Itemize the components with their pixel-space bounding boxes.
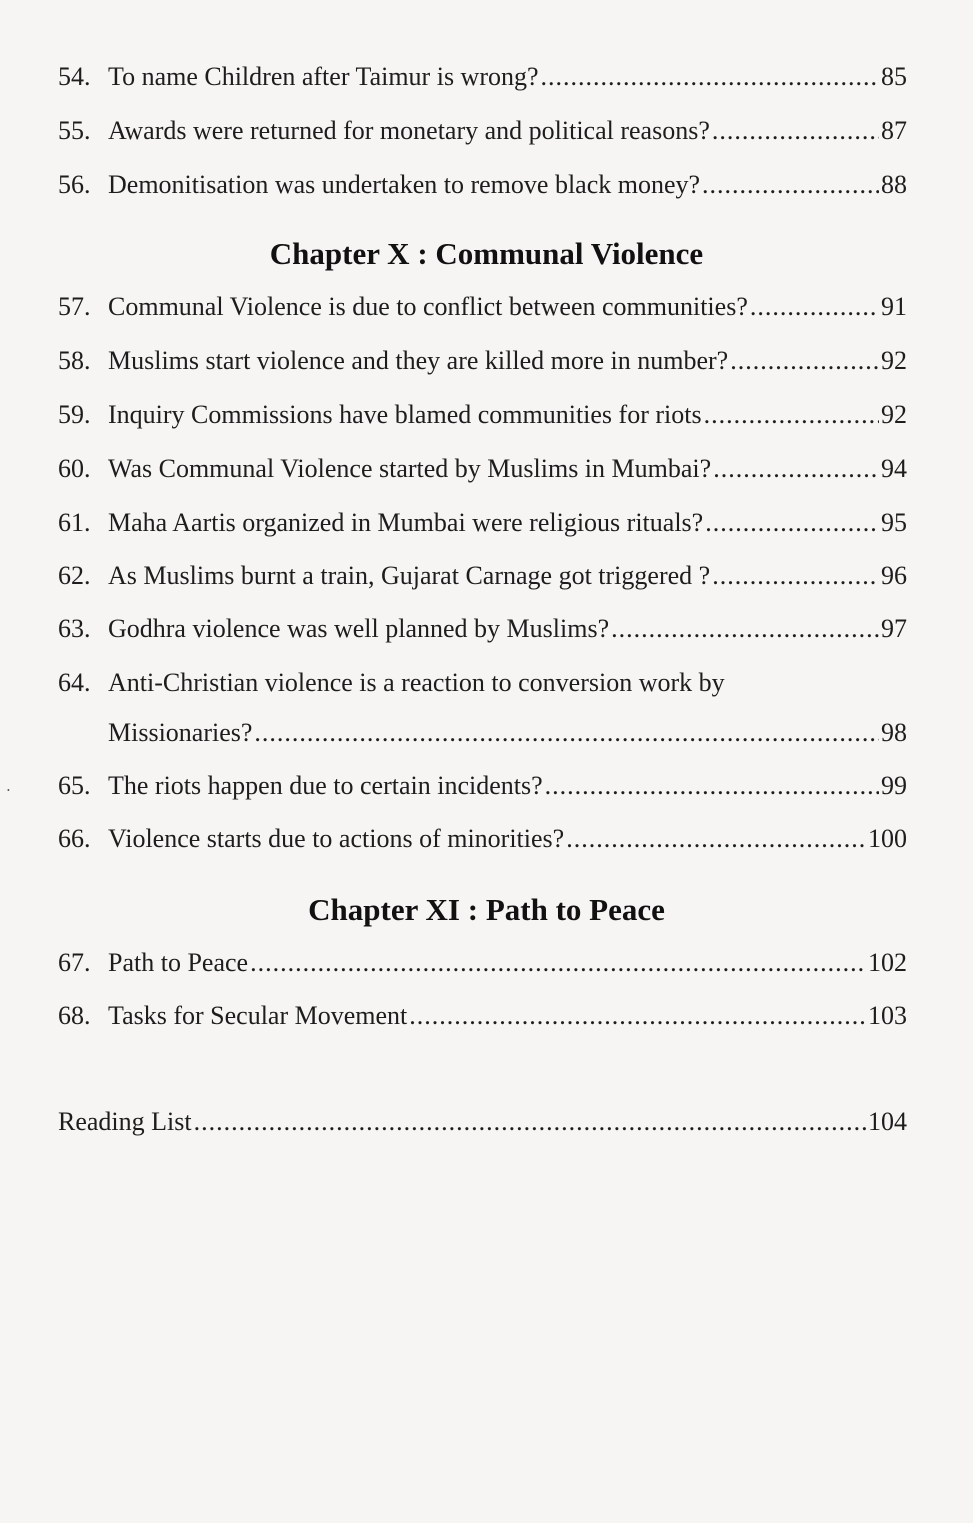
entry-page: 94 [881, 454, 907, 483]
dot-leader [545, 771, 879, 801]
toc-entry-57 [58, 292, 907, 322]
dot-leader [250, 948, 866, 978]
chapter-heading: Chapter X : Communal Violence [269, 236, 704, 271]
toc-entry-reading-list [58, 1107, 907, 1137]
toc-entry-59 [58, 400, 907, 430]
dot-leader [409, 1001, 866, 1031]
entry-title: Inquiry Commissions have blamed communities for riots [108, 400, 702, 429]
entry-number: 60. [58, 454, 91, 483]
entry-number: 58. [58, 346, 91, 375]
entry-title: As Muslims burnt a train, Gujarat Carnage got triggered ? [108, 561, 711, 590]
entry-page: 102 [868, 948, 907, 977]
entry-page: 99 [881, 771, 907, 800]
toc-entry-66 [58, 824, 907, 854]
toc-entry-62 [58, 561, 907, 591]
toc-entry-61 [58, 508, 907, 538]
toc-entry-67 [58, 948, 907, 978]
entry-title: Demonitisation was undertaken to remove black money? [108, 170, 701, 199]
entry-number: 63. [58, 614, 91, 643]
entry-page: 87 [881, 116, 907, 145]
entry-number: 68. [58, 1001, 91, 1030]
entry-title: Communal Violence is due to conflict between communities? [108, 292, 748, 321]
entry-title: Was Communal Violence started by Muslims in Mumbai? [108, 454, 712, 483]
chapter-heading: Chapter XI : Path to Peace [308, 892, 665, 927]
entry-page: 91 [881, 292, 907, 321]
entry-title: The riots happen due to certain incidents? [108, 771, 543, 800]
dot-leader [730, 346, 879, 376]
toc-entry-58 [58, 346, 907, 376]
entry-number: 62. [58, 561, 91, 590]
toc-entry-54 [58, 62, 907, 92]
entry-page: 92 [881, 400, 907, 429]
dot-leader [750, 292, 879, 322]
entry-page: 88 [881, 170, 907, 199]
toc-entry-60 [58, 454, 907, 484]
dot-leader [611, 614, 879, 644]
entry-page: 92 [881, 346, 907, 375]
toc-entry-65 [58, 771, 907, 801]
entry-number: 66. [58, 824, 91, 853]
entry-page: 98 [881, 718, 907, 747]
entry-page: 85 [881, 62, 907, 91]
entry-title: Tasks for Secular Movement [108, 1001, 408, 1030]
entry-title-continuation: Missionaries? [108, 718, 253, 747]
toc-entry-63 [58, 614, 907, 644]
entry-number: 67. [58, 948, 91, 977]
entry-number: 59. [58, 400, 91, 429]
entry-page: 100 [868, 824, 907, 853]
entry-page: 103 [868, 1001, 907, 1030]
dot-leader [254, 718, 879, 748]
entry-page: 97 [881, 614, 907, 643]
entry-title: To name Children after Taimur is wrong? [108, 62, 539, 91]
entry-number: 61. [58, 508, 91, 537]
entry-title: Path to Peace [108, 948, 249, 977]
entry-number: 65. [58, 771, 91, 800]
entry-number: 56. [58, 170, 91, 199]
toc-entry-64-continuation [58, 718, 907, 748]
toc-entry-68 [58, 1001, 907, 1031]
dot-leader [712, 561, 879, 591]
toc-entry-56 [58, 170, 907, 200]
dot-leader [541, 62, 879, 92]
entry-page: 96 [881, 561, 907, 590]
dot-leader [194, 1107, 866, 1137]
margin-mark: • [7, 786, 10, 795]
dot-leader [705, 508, 879, 538]
entry-title: Godhra violence was well planned by Muslims? [108, 614, 610, 643]
entry-title: Anti-Christian violence is a reaction to conversion work by [108, 668, 725, 697]
entry-title: Maha Aartis organized in Mumbai were religious rituals? [108, 508, 704, 537]
dot-leader [712, 116, 879, 146]
dot-leader [566, 824, 866, 854]
entry-number: 57. [58, 292, 91, 321]
toc-entry-55 [58, 116, 907, 146]
entry-number: 54. [58, 62, 91, 91]
entry-number: 55. [58, 116, 91, 145]
dot-leader [704, 400, 879, 430]
entry-title: Muslims start violence and they are killed more in number? [108, 346, 729, 375]
entry-page: 104 [868, 1107, 907, 1136]
entry-title: Awards were returned for monetary and political reasons? [108, 116, 710, 145]
entry-title: Violence starts due to actions of minorities? [108, 824, 565, 853]
dot-leader [713, 454, 879, 484]
dot-leader [702, 170, 879, 200]
entry-page: 95 [881, 508, 907, 537]
toc-entry-64 [58, 668, 907, 698]
entry-title: Reading List [58, 1107, 192, 1136]
entry-number: 64. [58, 668, 91, 697]
